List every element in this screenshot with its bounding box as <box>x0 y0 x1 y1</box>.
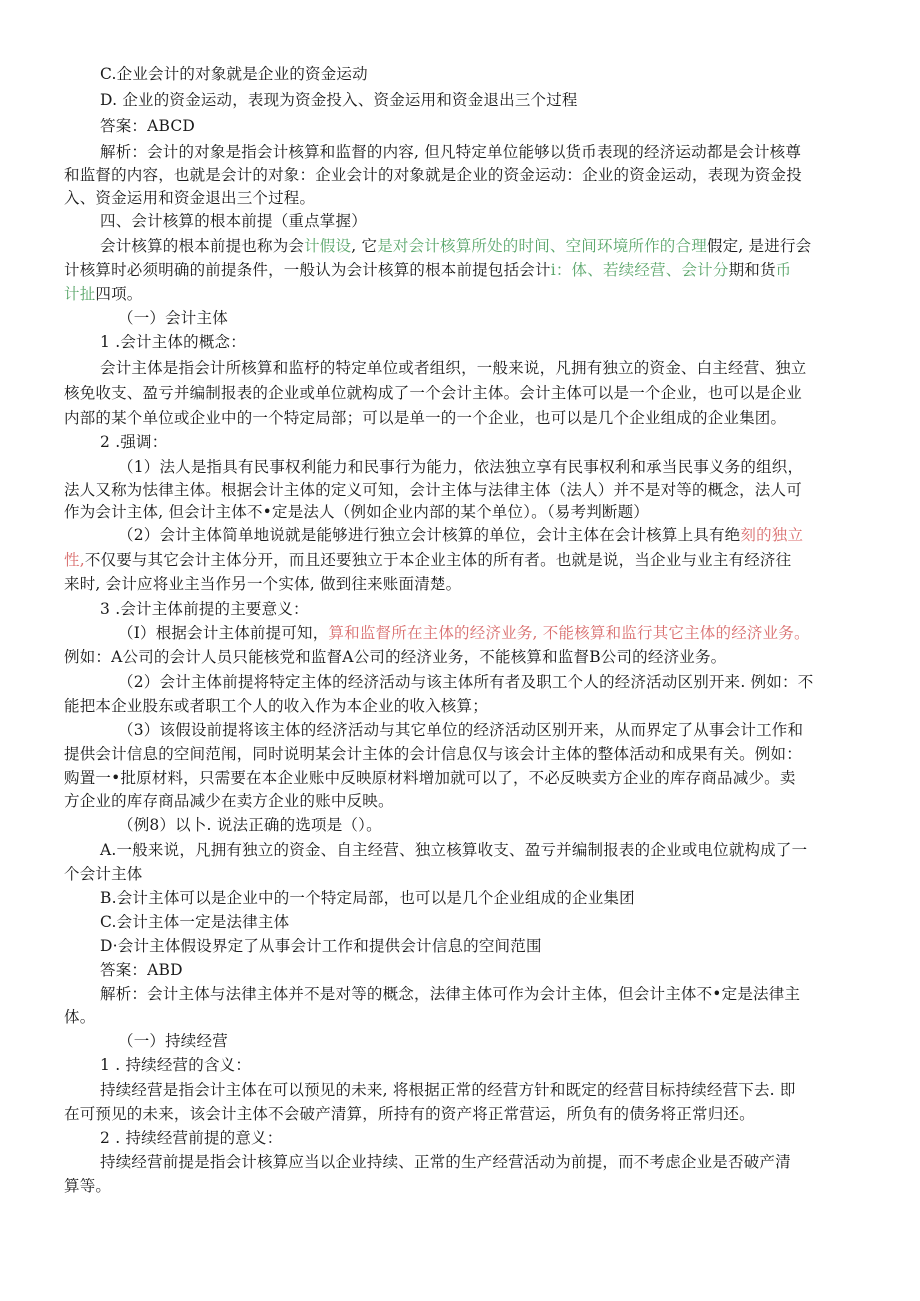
option-d: D. 企业的资金运动，表现为资金投入、资金运用和资金退出三个过程 <box>100 91 578 109</box>
text: 会计核算的根本前提也称为会 <box>100 237 305 255</box>
analysis-1: 解析：会计的对象是指会计核算和监督的内容, 但凡特定单位能够以货币表现的经济运动都是会计核尊 <box>100 143 802 161</box>
highlight: 计扯 <box>64 285 96 303</box>
meaning-3-end: 方企业的库存商品减少在卖方企业的账中反映。 <box>64 792 394 810</box>
highlight: 刻的独立 <box>740 526 804 544</box>
entity-def-end: 内部的某个单位或企业中的一个特定局部；可以是单一的一个企业，也可以是几个企业组成的企业集团。 <box>64 409 787 427</box>
text: 假定, 是进行会 <box>706 237 812 255</box>
premise-paragraph <box>100 234 900 259</box>
entity-def-cont: 核免收支、盈亏并编制报表的企业或单位就构成了一个会计主体。会计主体可以是一个企业，也可以是企业 <box>64 384 802 402</box>
text: 四项。 <box>95 285 143 303</box>
analysis-1-cont: 和监督的内容，也就是会计的对象：企业会计的对象就是企业的资金运动：企业的资金运动，表现为资金投 <box>64 166 802 184</box>
going-concern-meaning: 持续经营前提是指会计核算应当以企业持续、正常的生产经营活动为前提，而不考虑企业是否破产清 <box>100 1153 791 1171</box>
emphasis-2-cont <box>64 548 864 573</box>
premise-paragraph-end <box>64 282 864 307</box>
meaning-1 <box>118 621 918 646</box>
subheading-entity: （一）会计主体 <box>118 309 228 327</box>
text: 不仅要与其它会计主体分开，而且还要独立于本企业主体的所有者。也就是说，当企业与业主有经济往 <box>84 551 792 569</box>
going-concern-meaning-end: 算等。 <box>64 1177 112 1195</box>
text: （2）会计主体简单地说就是能够进行独立会计核算的单位，会计主体在会计核算上具有绝 <box>118 526 741 544</box>
highlight: 币 <box>775 261 792 279</box>
text: （I）根据会计主体前提可知， <box>118 624 329 642</box>
subheading-going-concern: （一）持续经营 <box>118 1032 228 1050</box>
going-concern-1: 1 . 持续经营的含义： <box>100 1056 252 1074</box>
answer-1: 答案：ABCD <box>100 117 196 135</box>
meaning-1-example: 例如：A公司的会计人员只能核党和监督A公司的经济业务，不能核算和监督B公司的经济业务。 <box>64 648 727 666</box>
text: 计核算时必须明确的前提条件，一般认为会计核算的根本前提包括会计 <box>64 261 551 279</box>
item-2-emphasis: 2 .强调： <box>100 433 168 451</box>
example-option-c: C.会计主体一定是法律主体 <box>100 913 290 931</box>
example-option-b: B.会计主体可以是企业中的一个特定局部，也可以是几个企业组成的企业集团 <box>100 889 635 907</box>
text: 期和货 <box>728 261 776 279</box>
answer-2: 答案：ABD <box>100 961 183 979</box>
example-option-a-cont: 个会计主体 <box>64 865 143 883</box>
analysis-2-end: 体。 <box>64 1008 96 1026</box>
emphasis-2-end: 来时, 会计应将业主当作另一个实体, 做到往来账面清楚。 <box>64 575 462 593</box>
premise-paragraph-cont <box>64 258 864 283</box>
meaning-3-cont: 提供会计信息的空间范闱，同时说明某会计主体的会计信息仅与该会计主体的整体活动和成果有关。例如： <box>64 745 802 763</box>
analysis-1-end: 入、资金运用和资金退出三个过程。 <box>64 189 316 207</box>
highlight: 性, <box>64 551 85 569</box>
emphasis-2 <box>118 523 918 548</box>
text: , 它 <box>351 237 378 255</box>
going-concern-def: 持续经营是指会计主体在可以预见的未来, 将根据正常的经营方针和既定的经营目标持续经营下去. 即 <box>100 1081 796 1099</box>
highlight: i：体、若续经营、会计分 <box>550 261 729 279</box>
emphasis-1-cont: 法人又称为怯律主体。根据会计主体的定义可知，会计主体与法律主体（法人）并不是对等的概念，法人可 <box>64 481 802 499</box>
example-8-question: （例8）以卜. 说法正确的选项是（）。 <box>118 816 382 834</box>
going-concern-def-cont: 在可预见的未来，该会计主体不会破产清算，所持有的资产将正常营运，所负有的债务将正常归还。 <box>64 1105 755 1123</box>
highlight: 计假设 <box>304 237 352 255</box>
example-option-a: A.一般来说，凡拥有独立的资金、自主经营、独立核算收支、盈亏并编制报表的企业或电位就构成了一 <box>100 841 808 859</box>
option-c: C.企业会计的对象就是企业的资金运动 <box>100 65 368 83</box>
meaning-3: （3）该假设前提将该主体的经济活动与其它单位的经济活动区别开来，从而界定了从事会计工作和 <box>118 721 804 739</box>
highlight: 算和监督所在主体的经济业务, 不能核算和监行其它主体的经济业务。 <box>328 624 810 642</box>
emphasis-1-end: 作为会计主体, 但会计主体不•定是法人（例如企业内部的某个单位）。（易考判断题） <box>64 503 649 521</box>
section-heading-4: 四、会计核算的根本前提（重点掌握） <box>100 212 367 230</box>
meaning-2: （2）会计主体前提将特定主体的经济活动与该主体所有者及职工个人的经济活动区别开来. 例如：不 <box>118 673 814 691</box>
entity-def: 会计主体是指会计所核算和监杼的特定单位或者组织，一般来说，凡拥有独立的资金、白主经营、独立 <box>100 359 807 377</box>
highlight: 是对会计核算所处的时间、空间环境所作的合理 <box>377 237 707 255</box>
emphasis-1: （1）法人是指具有民事权利能力和民事行为能力，依法独立享有民事权利和承当民事义务的组织， <box>118 458 804 476</box>
going-concern-2: 2 . 持续经营前提的意义： <box>100 1129 283 1147</box>
analysis-2: 解析：会计主体与法律主体并不是对等的概念，法律主体可作为会计主体，但会计主体不•定是法律主 <box>100 985 801 1003</box>
item-1-concept: 1 .会计主体的概念： <box>100 333 246 351</box>
item-3-meaning: 3 .会计主体前提的主要意义： <box>100 600 309 618</box>
meaning-2-cont: 能把本企业股东或者职工个人的收入作为本企业的收入核算； <box>64 697 488 715</box>
meaning-3-cont2: 购置一•批原材料，只需要在本企业账中反映原材料增加就可以了，不必反映卖方企业的库存商品减少。卖 <box>64 769 796 787</box>
example-option-d: D·会计主体假设界定了从事会计工作和提供会计信息的空间范围 <box>100 937 542 955</box>
